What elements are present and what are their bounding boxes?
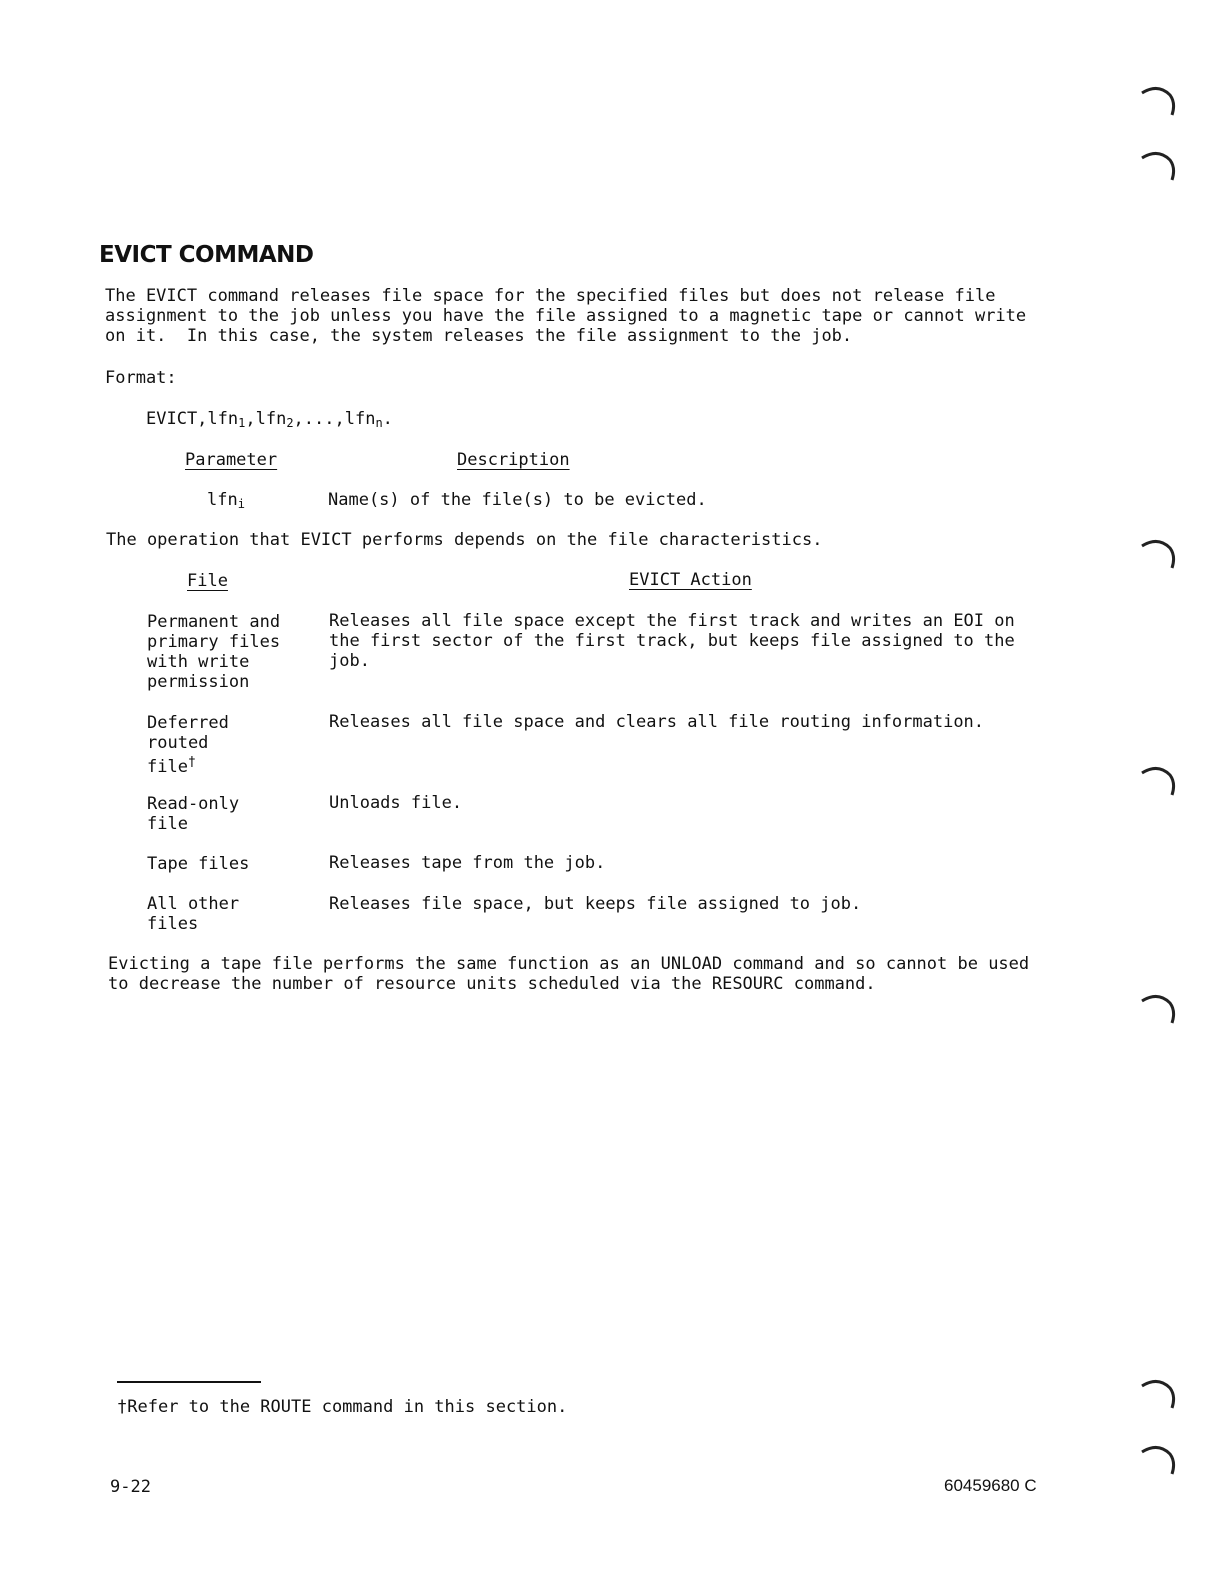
parameter-subscript: i bbox=[237, 497, 245, 511]
binder-hole-mark bbox=[1140, 85, 1180, 117]
binder-hole-mark bbox=[1140, 1444, 1180, 1476]
closing-line: to decrease the number of resource units scheduled via the RESOURC command. bbox=[108, 974, 876, 994]
footnote-marker: † bbox=[187, 755, 196, 770]
binder-hole-mark bbox=[1140, 1378, 1180, 1410]
file-type-cell: All other files bbox=[147, 894, 240, 934]
parameter-header: Parameter bbox=[185, 450, 278, 470]
action-cell: Releases tape from the job. bbox=[329, 853, 606, 873]
intro-line: assignment to the job unless you have the file assigned to a magnetic tape or cannot write bbox=[105, 306, 1027, 326]
closing-line: Evicting a tape file performs the same function as an UNLOAD command and so cannot be used bbox=[108, 954, 1030, 974]
binder-hole-mark bbox=[1140, 150, 1180, 182]
file-header: File bbox=[187, 571, 228, 591]
binder-hole-mark bbox=[1140, 765, 1180, 797]
operation-text: The operation that EVICT performs depends on the file characteristics. bbox=[106, 530, 823, 550]
format-command: EVICT,lfn bbox=[146, 409, 239, 429]
evict-action-header: EVICT Action bbox=[629, 570, 752, 590]
page-title: EVICT COMMAND bbox=[99, 242, 314, 268]
format-subscript: n bbox=[375, 416, 383, 430]
format-subscript: 2 bbox=[286, 416, 294, 430]
binder-hole-mark bbox=[1140, 538, 1180, 570]
file-type-cell: Read-only file bbox=[147, 794, 240, 834]
footnote-marker: † bbox=[117, 1397, 128, 1417]
footnote-rule bbox=[117, 1381, 261, 1383]
intro-line: The EVICT command releases file space for the specified files but does not release file bbox=[105, 286, 996, 306]
format-label: Format: bbox=[105, 368, 177, 388]
intro-paragraph bbox=[105, 286, 1026, 346]
page-number: 9-22 bbox=[110, 1477, 151, 1497]
file-type-cell: Permanent and primary files with write permission bbox=[147, 612, 281, 692]
action-cell: Unloads file. bbox=[329, 793, 463, 813]
action-cell: Releases file space, but keeps file assigned to job. bbox=[329, 894, 862, 914]
footnote-text: Refer to the ROUTE command in this section. bbox=[127, 1397, 568, 1417]
file-type-cell: Tape files bbox=[147, 854, 250, 874]
format-terminator: . bbox=[382, 409, 393, 429]
description-header: Description bbox=[457, 450, 570, 470]
file-type-cell: Deferred routed file† bbox=[147, 713, 229, 777]
intro-line: on it. In this case, the system releases the file assignment to the job. bbox=[105, 326, 853, 346]
format-separator: ,...,lfn bbox=[293, 409, 376, 429]
binder-hole-mark bbox=[1140, 993, 1180, 1025]
closing-paragraph bbox=[108, 954, 1029, 994]
footnote bbox=[117, 1397, 567, 1417]
action-cell: Releases all file space and clears all file routing information. bbox=[329, 712, 985, 732]
parameter-description: Name(s) of the file(s) to be evicted. bbox=[328, 490, 707, 510]
document-number: 60459680 C bbox=[944, 1476, 1037, 1495]
format-separator: ,lfn bbox=[245, 409, 287, 429]
parameter-name: lfn$_i$ bbox=[207, 490, 245, 511]
action-cell: Releases all file space except the first track and writes an EOI on the first sector of the first track, but keeps file assigned to the job. bbox=[329, 611, 1015, 671]
format-subscript: 1 bbox=[238, 416, 246, 430]
format-syntax bbox=[146, 409, 393, 433]
